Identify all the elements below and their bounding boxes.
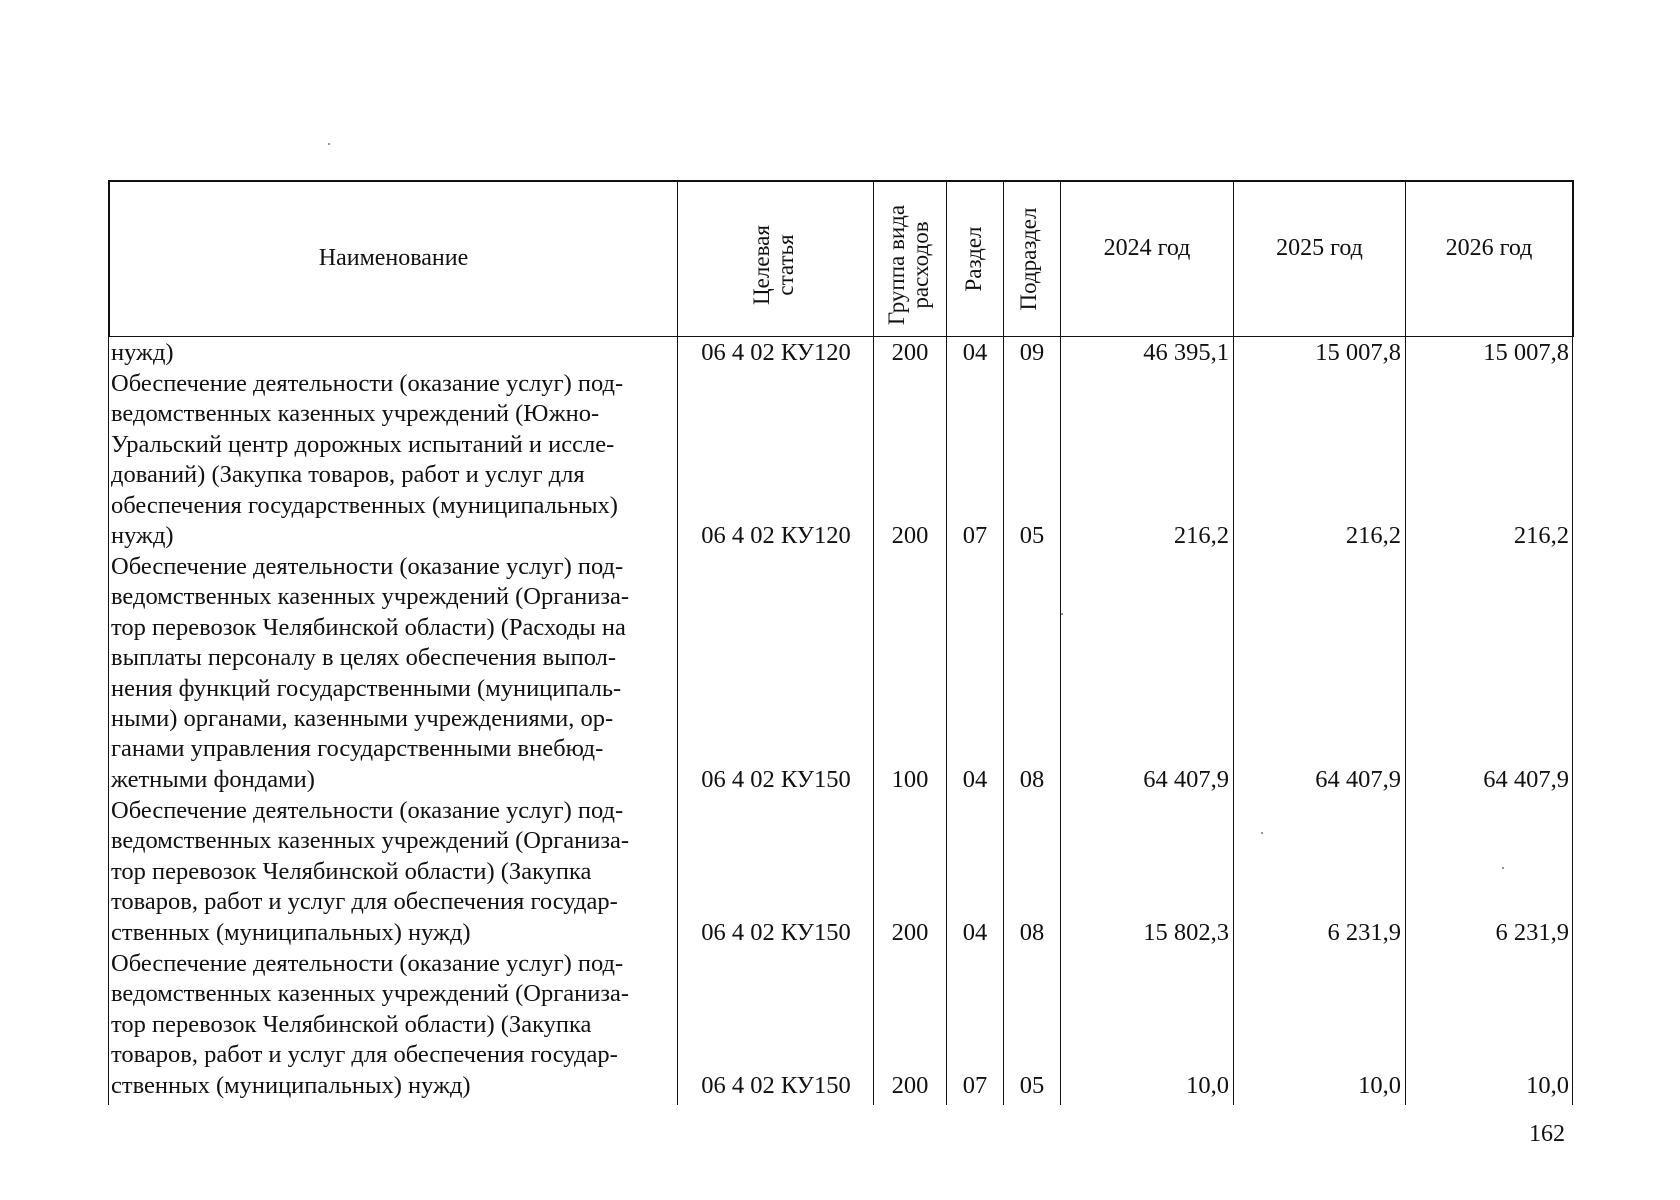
- row-code: 06 4 02 КУ120: [701, 339, 851, 366]
- row-name: [111, 949, 673, 1101]
- scan-speck: [1502, 867, 1504, 869]
- row-code: 06 4 02 КУ150: [701, 766, 851, 793]
- row-name-line: товаров, работ и услуг для обеспечения государ-: [111, 1041, 618, 1069]
- row-code: 06 4 02 КУ150: [701, 1072, 851, 1099]
- row-2024: 64 407,9: [1143, 766, 1229, 793]
- row-name-line: нужд): [111, 522, 174, 550]
- row-2026: 6 231,9: [1495, 919, 1569, 946]
- col-sep: [873, 180, 874, 1105]
- scan-speck: [1061, 613, 1063, 615]
- row-name-line: товаров, работ и услуг для обеспечения государ-: [111, 888, 618, 916]
- row-name-line: жетными фондами): [111, 765, 315, 793]
- scan-speck: [1261, 832, 1263, 834]
- row-name-line: ственных (муниципальных) нужд): [111, 918, 471, 946]
- row-subsection: 05: [1019, 1072, 1045, 1099]
- row-group: 200: [891, 919, 929, 946]
- row-subsection: 08: [1019, 919, 1045, 946]
- header-expense-group-line1: Группа вида: [884, 204, 909, 326]
- row-section: 04: [962, 339, 988, 366]
- row-name: [111, 796, 673, 948]
- row-2024: 10,0: [1186, 1072, 1229, 1099]
- row-group: 200: [891, 339, 929, 366]
- row-name-line: Обеспечение деятельности (оказание услуг) под-: [111, 553, 624, 580]
- col-sep: [1003, 180, 1004, 1105]
- row-2025: 6 231,9: [1327, 919, 1401, 946]
- row-2024: 15 802,3: [1143, 919, 1229, 946]
- row-name: [111, 552, 673, 795]
- row-name-line: Уральский центр дорожных испытаний и иссле-: [111, 430, 615, 458]
- row-2025: 15 007,8: [1315, 339, 1401, 366]
- row-name-line: Обеспечение деятельности (оказание услуг) под-: [111, 950, 624, 977]
- row-2024: 216,2: [1173, 522, 1229, 549]
- row-name-line: ганами управления государственными внебюд-: [111, 735, 604, 763]
- row-name-line: тор перевозок Челябинской области) (Расходы на: [111, 613, 626, 641]
- header-2025: [1234, 180, 1405, 337]
- scan-speck: [328, 143, 330, 145]
- header-2025-text: 2025 год: [1276, 235, 1363, 261]
- col-sep: [946, 180, 947, 1105]
- row-name-line: Обеспечение деятельности (оказание услуг) под-: [111, 797, 624, 824]
- row-name-line: обеспечения государственных (муниципальных): [111, 491, 618, 519]
- row-name-line: ведомственных казенных учреждений (Организа-: [111, 980, 630, 1008]
- row-name-line: ведомственных казенных учреждений (Организа-: [111, 583, 630, 611]
- row-2025: 64 407,9: [1315, 766, 1401, 793]
- header-subsection-text: Подраздел: [1016, 207, 1041, 311]
- row-name-line: нужд): [111, 339, 174, 366]
- header-section-text: Раздел: [961, 226, 986, 292]
- row-section: 07: [962, 1072, 988, 1099]
- table-right-border: [1572, 180, 1573, 1105]
- row-group: 200: [891, 1072, 929, 1099]
- header-2024: [1061, 180, 1233, 337]
- row-subsection: 08: [1019, 766, 1045, 793]
- header-2026-text: 2026 год: [1445, 235, 1533, 261]
- row-name-line: нения функций государственными (муниципаль-: [111, 674, 622, 702]
- row-name: [111, 338, 673, 368]
- row-name: [111, 369, 673, 551]
- row-subsection: 05: [1019, 522, 1045, 549]
- row-code: 06 4 02 КУ150: [701, 919, 851, 946]
- row-code: 06 4 02 КУ120: [701, 522, 851, 549]
- row-name-line: тор перевозок Челябинской области) (Закупка: [111, 857, 592, 885]
- row-name-line: выплаты персоналу в целях обеспечения выпол-: [111, 644, 617, 672]
- row-2025: 10,0: [1358, 1072, 1401, 1099]
- row-name-line: дований) (Закупка товаров, работ и услуг для: [111, 461, 585, 489]
- row-2026: 15 007,8: [1483, 339, 1569, 366]
- header-name: [110, 180, 677, 337]
- row-name-line: тор перевозок Челябинской области) (Закупка: [111, 1010, 592, 1038]
- row-name-line: Обеспечение деятельности (оказание услуг) под-: [111, 370, 624, 397]
- row-subsection: 09: [1019, 339, 1045, 366]
- row-name-line: ведомственных казенных учреждений (Организа-: [111, 827, 630, 855]
- row-group: 100: [891, 766, 929, 793]
- row-2026: 216,2: [1513, 522, 1569, 549]
- header-expense-group-line2: расходов: [908, 221, 933, 309]
- page-number: 162: [1529, 1121, 1565, 1147]
- table-left-border: [108, 180, 109, 1105]
- row-2024: 46 395,1: [1143, 339, 1229, 366]
- header-2024-text: 2024 год: [1103, 235, 1191, 261]
- header-target-article-line2: статья: [773, 234, 798, 296]
- row-name-line: ственных (муниципальных) нужд): [111, 1071, 471, 1099]
- row-2025: 216,2: [1345, 522, 1401, 549]
- header-target-article-line1: Целевая: [749, 225, 774, 305]
- row-section: 04: [962, 766, 988, 793]
- row-group: 200: [891, 522, 929, 549]
- row-section: 07: [962, 522, 988, 549]
- row-2026: 10,0: [1526, 1072, 1569, 1099]
- col-sep: [677, 180, 678, 1105]
- row-section: 04: [962, 919, 988, 946]
- row-2026: 64 407,9: [1483, 766, 1569, 793]
- row-name-line: ведомственных казенных учреждений (Южно-: [111, 400, 600, 428]
- header-2026: [1406, 180, 1572, 337]
- header-name-text: Наименование: [318, 245, 469, 271]
- row-name-line: ными) органами, казенными учреждениями, ор-: [111, 705, 614, 733]
